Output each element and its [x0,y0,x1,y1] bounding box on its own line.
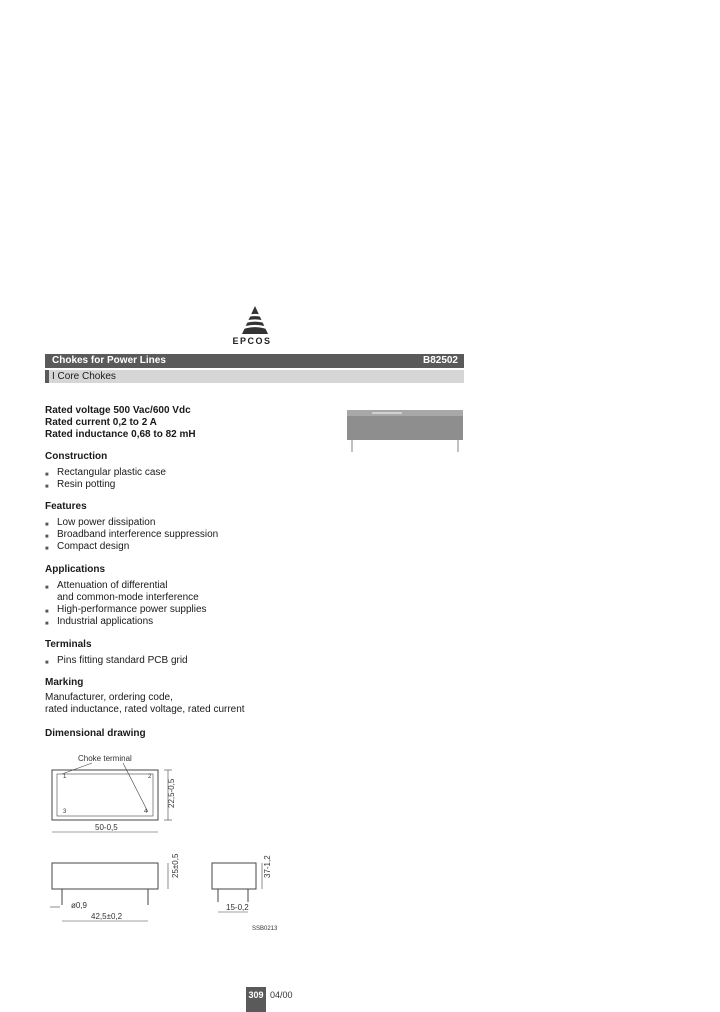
bullet-icon: ■ [45,660,49,666]
spec-current: Rated current 0,2 to 2 A [45,417,157,428]
pin-label: 1 [63,774,67,780]
pitch-dimension: 42,5±0,2 [91,912,123,921]
dimensional-drawing [40,750,300,935]
pin-label: 3 [63,809,67,815]
dimensional-heading: Dimensional drawing [45,728,146,739]
profile-height-dimension: 37-1,2 [263,855,272,878]
list-item: ■ Broadband interference suppression [57,529,218,541]
subcategory-title: I Core Chokes [52,371,116,382]
construction-heading: Construction [45,451,108,462]
spec-voltage: Rated voltage 500 Vac/600 Vdc [45,405,191,416]
features-heading: Features [45,501,87,512]
bullet-icon: ■ [45,585,49,591]
pin-label: 4 [144,809,148,815]
bullet-icon: ■ [45,484,49,490]
drawing-code: SSB0213 [252,926,278,932]
page-number: 309 [246,987,266,1012]
bullet-icon: ■ [45,609,49,615]
list-item: ■ Industrial applications [57,616,153,628]
list-item-continued: and common-mode interference [57,592,199,603]
page-date: 04/00 [270,990,293,1000]
profile-width-dimension: 15-0,2 [226,903,249,912]
list-item: ■ Attenuation of differential [57,580,167,592]
pin-diameter-dimension: ø0,9 [71,901,88,910]
list-item: ■ High-performance power supplies [57,604,207,616]
list-item: ■ Rectangular plastic case [57,467,166,479]
list-item: ■ Resin potting [57,479,115,491]
applications-heading: Applications [45,564,106,575]
series-code: B82502 [422,355,458,366]
list-item: ■ Compact design [57,541,129,553]
bullet-icon: ■ [45,546,49,552]
choke-terminal-label: Choke terminal [78,754,132,763]
list-item: ■ Pins fitting standard PCB grid [57,655,188,667]
spec-inductance: Rated inductance 0,68 to 82 mH [45,429,196,440]
width-dimension: 50-0,5 [95,823,118,832]
marking-line: rated inductance, rated voltage, rated current [45,704,245,715]
pin-label: 2 [148,774,152,780]
subcategory-marker [45,370,49,383]
product-photo [346,406,464,452]
subcategory-header [45,370,464,383]
side-height-dimension: 25±0,5 [171,853,180,878]
bullet-icon: ■ [45,534,49,540]
bullet-icon: ■ [45,472,49,478]
terminals-heading: Terminals [45,639,92,650]
bullet-icon: ■ [45,522,49,528]
bullet-icon: ■ [45,621,49,627]
brand-name: EPCOS [232,336,272,346]
list-item: ■ Low power dissipation [57,517,155,529]
marking-heading: Marking [45,677,84,688]
height-dimension: 22,5-0,5 [167,778,176,808]
category-title: Chokes for Power Lines [52,355,166,366]
marking-line: Manufacturer, ordering code, [45,692,173,703]
category-header [45,354,464,368]
